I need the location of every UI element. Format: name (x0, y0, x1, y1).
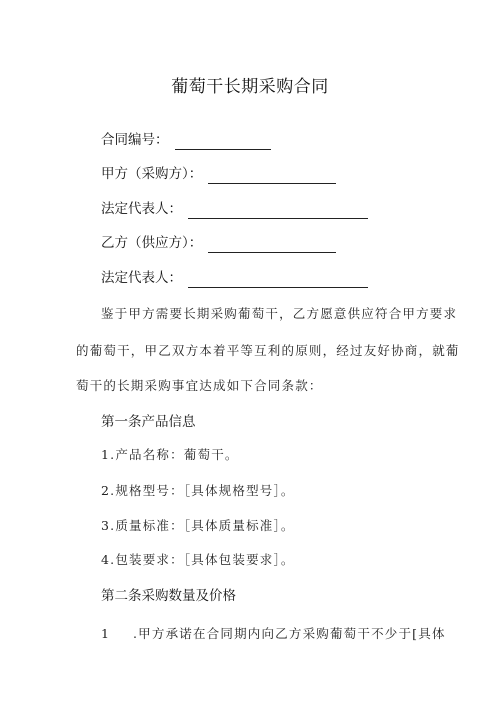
field-label: 法定代表人： (101, 270, 182, 286)
contract-number-field (101, 130, 271, 150)
item-number: 1 (101, 626, 111, 641)
item-number: 1 (101, 447, 111, 462)
item-text: .包装要求：［具体包装要求］。 (110, 552, 295, 567)
item-text: .产品名称：葡萄干。 (110, 447, 239, 462)
party-b-blank (208, 236, 336, 253)
section-1-item-2 (101, 481, 295, 499)
field-label: 甲方（采购方）： (101, 166, 203, 182)
party-a-blank (208, 167, 336, 184)
item-text: .甲方承诺在合同期内向乙方采购葡萄干不少于[具体 (133, 626, 446, 641)
item-number: 3 (101, 518, 111, 533)
contract-number-blank (175, 133, 271, 150)
section-1-item-4 (101, 550, 295, 568)
field-label: 法定代表人： (101, 201, 182, 217)
party-a-field (101, 164, 336, 184)
item-number: 2 (101, 483, 111, 498)
field-label: 合同编号： (101, 132, 169, 148)
party-b-representative-field (101, 268, 368, 288)
document-title: 葡萄干长期采购合同 (171, 77, 329, 97)
item-text: .规格型号：［具体规格型号］。 (110, 483, 295, 498)
party-a-representative-field (101, 199, 368, 219)
section-2-item-1 (101, 624, 446, 642)
section-1-item-3 (101, 516, 295, 534)
item-text: .质量标准：［具体质量标准］。 (110, 518, 295, 533)
field-label: 乙方（供应方）： (101, 235, 203, 251)
section-2-heading: 第二条采购数量及价格 (101, 588, 236, 604)
preamble-line-3: 萄干的长期采购事宜达成如下合同条款： (76, 378, 323, 393)
preamble-line-1: 鉴于甲方需要长期采购葡萄干，乙方愿意供应符合甲方要求 (101, 306, 458, 321)
party-a-representative-blank (188, 202, 368, 219)
section-1-heading: 第一条产品信息 (101, 414, 196, 430)
section-1-item-1 (101, 445, 239, 463)
party-b-representative-blank (188, 271, 368, 288)
preamble-line-2: 的葡萄干，甲乙双方本着平等互利的原则，经过友好协商，就葡 (76, 343, 460, 358)
party-b-field (101, 233, 336, 253)
item-number: 4 (101, 552, 111, 567)
